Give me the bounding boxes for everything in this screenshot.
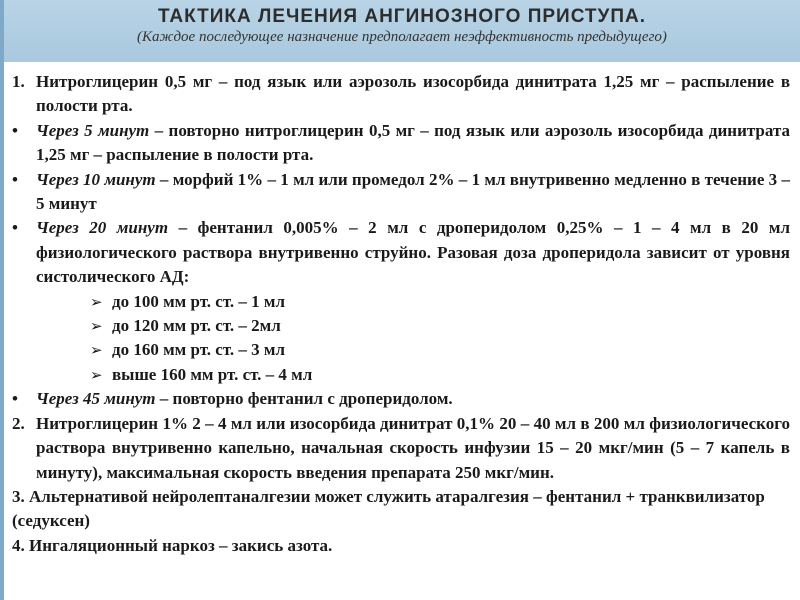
bullet-body: – фентанил 0,005% – 2 мл с дроперидолом 0,25% – 1 – 4 мл в 20 мл физиологического раствора внутривенно струйно. Разовая доза дроперидола зависит от уровня систолического АД: <box>36 218 790 287</box>
arrow-bullet-icon: ➢ <box>90 341 103 360</box>
arrow-bullet-icon: ➢ <box>90 317 103 336</box>
bullet-marker: • <box>12 218 18 238</box>
bullet-body: – морфий 1% – 1 мл или промедол 2% – 1 мл внутривенно медленно в течение 3 – 5 минут <box>36 169 790 214</box>
arrow-bullet-icon: ➢ <box>90 365 103 384</box>
bullet-item-text <box>36 168 790 217</box>
bullet-body: – повторно нитроглицерин 0,5 мг – под язык или аэрозоль изосорбида динитрата 1,25 мг – распыление в полости рта. <box>36 120 790 165</box>
list-item-4: 4. Ингаляционный наркоз – закись азота. <box>12 535 333 555</box>
time-label: Через 10 минут <box>36 169 156 189</box>
bullet-marker: • <box>12 120 18 140</box>
list-marker: 2. <box>12 413 25 433</box>
list-item-3: 3. Альтернативой нейролептаналгезии может служить атаралгезия – фентанил + транквилизатор (седуксен) <box>12 486 765 531</box>
dose-text: до 100 мм рт. ст. – 1 мл <box>112 291 286 311</box>
arrow-bullet-icon: ➢ <box>90 292 103 311</box>
bullet-body: – повторно фентанил с дроперидолом. <box>155 389 453 409</box>
dose-text: выше 160 мм рт. ст. – 4 мл <box>112 364 313 384</box>
list-marker: 1. <box>12 72 25 91</box>
time-label: Через 5 минут <box>36 120 150 140</box>
slide-content <box>12 70 790 558</box>
bullet-item-text <box>36 216 790 289</box>
slide-title: ТАКТИКА ЛЕЧЕНИЯ АНГИНОЗНОГО ПРИСТУПА. <box>157 6 647 27</box>
bullet-item-5-min <box>12 119 790 168</box>
bullet-item-20-min <box>12 216 790 289</box>
bullet-item-45-min <box>12 387 790 411</box>
dose-item <box>12 338 790 362</box>
bullet-item-text <box>36 119 790 168</box>
dose-item <box>12 290 790 314</box>
bullet-item-text <box>36 387 790 411</box>
dose-item <box>12 314 790 338</box>
list-item-1 <box>12 70 790 119</box>
bullet-marker: • <box>12 389 18 409</box>
list-item-text: Нитроглицерин 0,5 мг – под язык или аэрозоль изосорбида динитрата 1,25 мг – распыление в полости рта. <box>36 72 790 116</box>
slide-subtitle: (Каждое последующее назначение предполагает неэффективность предыдущего) <box>137 29 667 45</box>
dose-text: до 120 мм рт. ст. – 2мл <box>112 316 281 336</box>
time-label: Через 45 минут <box>36 389 156 409</box>
bullet-marker: • <box>12 169 18 189</box>
dose-text: до 160 мм рт. ст. – 3 мл <box>112 340 286 360</box>
list-item-2 <box>12 412 790 485</box>
dose-item <box>12 363 790 387</box>
time-label: Через 20 минут <box>36 218 169 238</box>
slide-left-border <box>0 0 4 600</box>
bullet-item-10-min <box>12 168 790 217</box>
slide-header <box>4 0 800 62</box>
list-item-text: Нитроглицерин 1% 2 – 4 мл или изосорбида динитрат 0,1% 20 – 40 мл в 200 мл физиологического раствора внутривенно капельно, начальная скорость инфузии 15 – 20 мкг/мин (5 – 7 капель в минуту), максимальная скорость введения препарата 250 мкг/мин. <box>36 413 790 482</box>
